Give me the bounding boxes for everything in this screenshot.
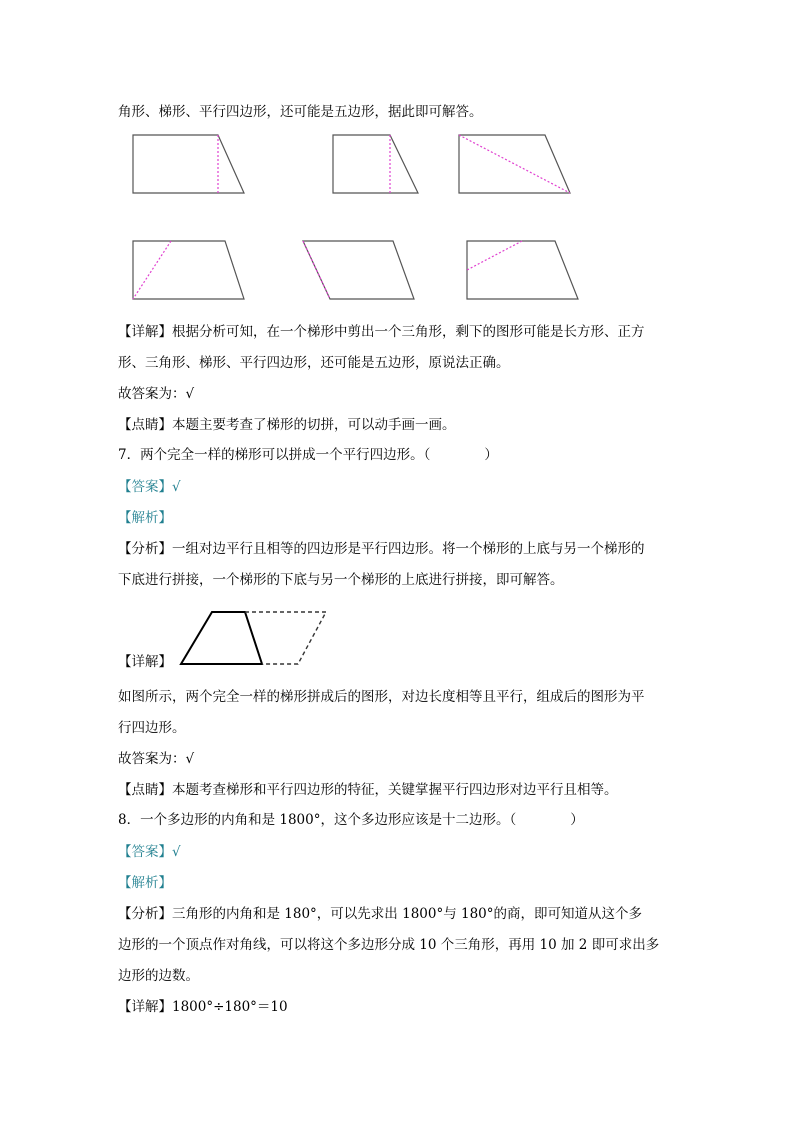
trapezoid-solid	[181, 612, 262, 664]
text-line-22: 【详解】1800°÷180°＝10	[118, 999, 288, 1015]
text-line-20: 边形的一个顶点作对角线，可以将这个多边形分成 10 个三角形，再用 10 加 2 即可求出多	[118, 937, 660, 953]
text-line-21: 边形的边数。	[118, 968, 199, 984]
trapezoid-cut-figures	[0, 0, 794, 320]
analysis-tag-7: 【解析】	[118, 510, 172, 526]
text-line-10: 下底进行拼接，一个梯形的下底与另一个梯形的上底进行拼接，即可解答。	[118, 572, 564, 588]
trapezoid-shape-1	[133, 135, 244, 193]
text-line-9: 【分析】一组对边平行且相等的四边形是平行四边形。将一个梯形的上底与另一个梯形的	[118, 541, 645, 557]
text-line-12: 如图所示，两个完全一样的梯形拼成后的图形，对边长度相等且平行，组成后的图形为平	[118, 689, 645, 705]
text-line-5: 【点睛】本题主要考查了梯形的切拼，可以动手画一画。	[118, 417, 456, 433]
cut-line-4	[133, 241, 171, 299]
question-8: 8．一个多边形的内角和是 1800°，这个多边形应该是十二边形。（ ）	[118, 812, 584, 828]
text-line-3: 形、三角形、梯形、平行四边形，还可能是五边形，原说法正确。	[118, 355, 510, 371]
trapezoid-dashed	[245, 612, 326, 664]
trapezoid-shape-5	[303, 241, 414, 299]
answer-tag-7: 【答案】√	[118, 479, 181, 495]
text-line-19: 【分析】三角形的内角和是 180°，可以先求出 1800°与 180°的商，即可知道从这个多	[118, 906, 643, 922]
trapezoid-shape-6	[467, 241, 578, 299]
text-line-1: 角形、梯形、平行四边形，还可能是五边形，据此即可解答。	[118, 104, 483, 120]
question-7: 7．两个完全一样的梯形可以拼成一个平行四边形。（ ）	[118, 447, 498, 463]
analysis-tag-8: 【解析】	[118, 875, 172, 891]
text-line-2: 【详解】根据分析可知，在一个梯形中剪出一个三角形，剩下的图形可能是长方形、正方	[118, 324, 645, 340]
trapezoid-shape-3	[459, 135, 570, 193]
cut-line-6	[467, 241, 522, 270]
trapezoid-shape-2	[333, 135, 418, 193]
text-line-4: 故答案为：√	[118, 386, 195, 402]
text-line-15: 【点睛】本题考查梯形和平行四边形的特征，关键掌握平行四边形对边平行且相等。	[118, 782, 618, 798]
text-line-13: 行四边形。	[118, 720, 186, 736]
text-line-14: 故答案为：√	[118, 751, 195, 767]
cut-line-3	[459, 135, 570, 193]
text-line-11: 【详解】	[118, 654, 172, 670]
trapezoid-shape-4	[133, 241, 244, 299]
answer-tag-8: 【答案】√	[118, 844, 181, 860]
